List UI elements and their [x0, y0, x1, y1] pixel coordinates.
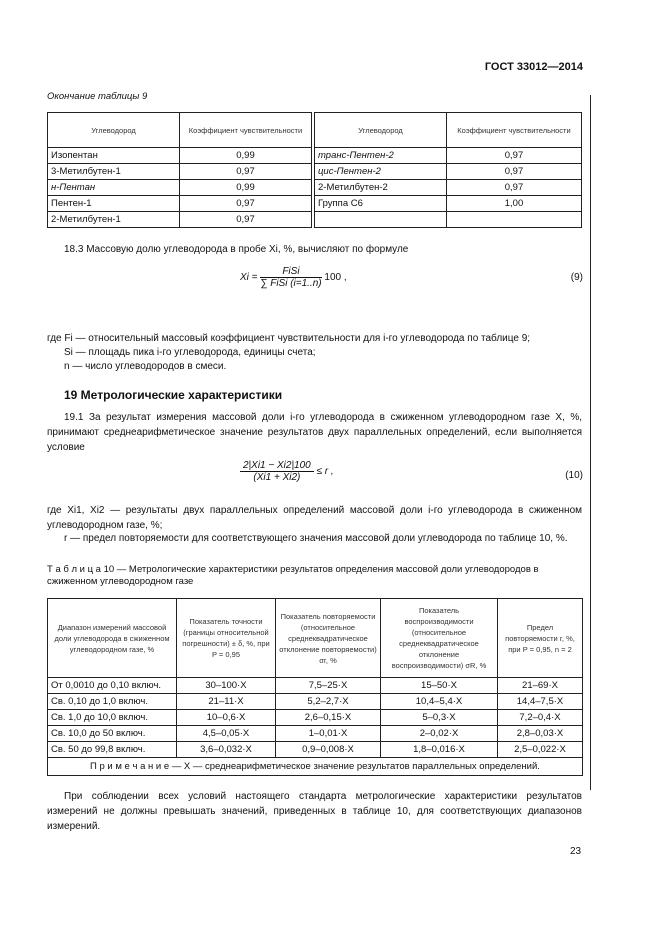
table-row [48, 710, 583, 726]
formula-numerator: FiSi [260, 266, 321, 278]
definition: Si — площадь пика i-го углеводорода, единицы счета; [64, 347, 316, 358]
cell: 2-Метилбутен-2 [315, 180, 447, 196]
table-row [315, 180, 582, 196]
table-row [48, 726, 583, 742]
cell: 2,6–0,15·X [276, 710, 381, 726]
cell: 3-Метилбутен-1 [48, 164, 180, 180]
formula-tail: 100 , [324, 272, 347, 284]
col-header: Предел повторяемости r, %, при P = 0,95, n = 2 [498, 599, 583, 678]
cell: Пентен-1 [48, 196, 180, 212]
cell: Св. 50 до 99,8 включ. [48, 742, 177, 758]
cell: 10–0,6·X [177, 710, 276, 726]
table9-left [47, 112, 312, 228]
cell: 0,9–0,008·X [276, 742, 381, 758]
margin-line [590, 95, 591, 790]
cell: 5–0,3·X [381, 710, 498, 726]
formula-denominator: ∑ FiSi (i=1..n) [260, 278, 322, 289]
cell: цис-Пентен-2 [315, 164, 447, 180]
col-header: Коэффициент чувствительности [180, 113, 312, 148]
cell: 0,99 [180, 148, 312, 164]
cell: 2,5–0,022·X [498, 742, 583, 758]
table-row [315, 164, 582, 180]
cell: 1–0,01·X [276, 726, 381, 742]
cell: 7,5–25·X [276, 678, 381, 694]
cell: Св. 1,0 до 10,0 включ. [48, 710, 177, 726]
table-note: П р и м е ч а н и е — X — среднеарифметическое значение результатов параллельных определений. [48, 758, 583, 776]
table9 [47, 112, 582, 228]
definition: n — число углеводородов в смеси. [64, 361, 227, 372]
col-header: Диапазон измерений массовой доли углеводорода в сжиженном углеводородном газе, % [48, 599, 177, 678]
definition: где Fi — относительный массовый коэффициент чувствительности для i-го углеводорода по таблице 9; [47, 333, 531, 344]
cell: 1,00 [447, 196, 582, 212]
cell: 0,97 [180, 212, 312, 228]
table-row [48, 694, 583, 710]
col-header: Углеводород [315, 113, 447, 148]
cell: 14,4–7,5·X [498, 694, 583, 710]
col-header: Показатель повторяемости (относительное среднеквадратическое отклонение повторяемости) σr, % [276, 599, 381, 678]
formula-lhs: Xi = [240, 272, 258, 284]
col-header: Коэффициент чувствительности [447, 113, 582, 148]
cell: 10,4–5,4·X [381, 694, 498, 710]
cell: 3,6–0,032·X [177, 742, 276, 758]
cell: Группа C6 [315, 196, 447, 212]
formula-9 [240, 266, 347, 289]
col-header: Показатель воспроизводимости (относительное среднеквадратическое отклонение воспроизводимости) σR, % [381, 599, 498, 678]
table9-right [314, 112, 582, 228]
table10-caption: Т а б л и ц а 10 — Метрологические характеристики результатов определения массовой доли углеводородов в сжиженном углеводородном газе [47, 564, 539, 587]
table-row [315, 212, 582, 228]
paragraph-18-3: 18.3 Массовую долю углеводорода в пробе Xi, %, вычисляют по формуле [64, 244, 409, 255]
closing-paragraph: При соблюдении всех условий настоящего стандарта метрологические характеристики результатов измерений не должны превышать значений, приведенных в таблице 10, для соответствующих диапазонов измерений. [47, 791, 582, 832]
equation-number: (10) [565, 470, 583, 481]
cell: 0,97 [447, 164, 582, 180]
cell: 0,97 [447, 180, 582, 196]
cell: 2,8–0,03·X [498, 726, 583, 742]
table10 [47, 598, 583, 776]
definition: где Xi1, Xi2 — результаты двух параллельных определений массовой доли i-го углеводорода в сжиженном углеводородном газе, %; [47, 505, 582, 531]
table-row [315, 148, 582, 164]
definition: r — предел повторяемости для соответствующего значения массовой доли углеводорода по таблице 10, %. [64, 533, 568, 544]
cell: н-Пентан [48, 180, 180, 196]
formula-10 [240, 460, 334, 483]
cell: 2-Метилбутен-1 [48, 212, 180, 228]
section-heading: 19 Метрологические характеристики [64, 388, 283, 402]
col-header: Углеводород [48, 113, 180, 148]
cell: 30–100·X [177, 678, 276, 694]
formula-denominator: (Xi1 + Xi2) [253, 472, 301, 483]
table-row [315, 196, 582, 212]
cell: От 0,0010 до 0,10 включ. [48, 678, 177, 694]
cell: 15–50·X [381, 678, 498, 694]
table-row [48, 678, 583, 694]
cell: Св. 10,0 до 50 включ. [48, 726, 177, 742]
cell: 21–69·X [498, 678, 583, 694]
cell: 21–11·X [177, 694, 276, 710]
cell: Св. 0,10 до 1,0 включ. [48, 694, 177, 710]
formula-numerator: 2|Xi1 − Xi2|100 [240, 460, 314, 472]
table9-caption: Окончание таблицы 9 [47, 91, 148, 102]
table-row [48, 212, 312, 228]
col-header: Показатель точности (границы относительной погрешности) ± δ, %, при P = 0,95 [177, 599, 276, 678]
paragraph-19-1: 19.1 За результат измерения массовой доли i-го углеводорода в сжиженном углеводородном газе X, %, принимают среднеарифметическое значение результатов двух параллельных определений, если выполняется условие [47, 412, 582, 453]
cell: 0,97 [180, 196, 312, 212]
cell: транс-Пентен-2 [315, 148, 447, 164]
table-row [48, 196, 312, 212]
cell: 0,99 [180, 180, 312, 196]
cell: 1,8–0,016·X [381, 742, 498, 758]
table-row [48, 148, 312, 164]
cell: 7,2–0,4·X [498, 710, 583, 726]
formula-tail: ≤ r , [316, 466, 334, 478]
cell: 2–0,02·X [381, 726, 498, 742]
table-row [48, 180, 312, 196]
cell: 4,5–0,05·X [177, 726, 276, 742]
page-number: 23 [570, 846, 582, 857]
table-row [48, 164, 312, 180]
cell: 0,97 [447, 148, 582, 164]
cell: 0,97 [180, 164, 312, 180]
table-row [48, 742, 583, 758]
cell: 5,2–2,7·X [276, 694, 381, 710]
cell: Изопентан [48, 148, 180, 164]
doc-id: ГОСТ 33012—2014 [484, 61, 583, 73]
equation-number: (9) [570, 272, 583, 283]
